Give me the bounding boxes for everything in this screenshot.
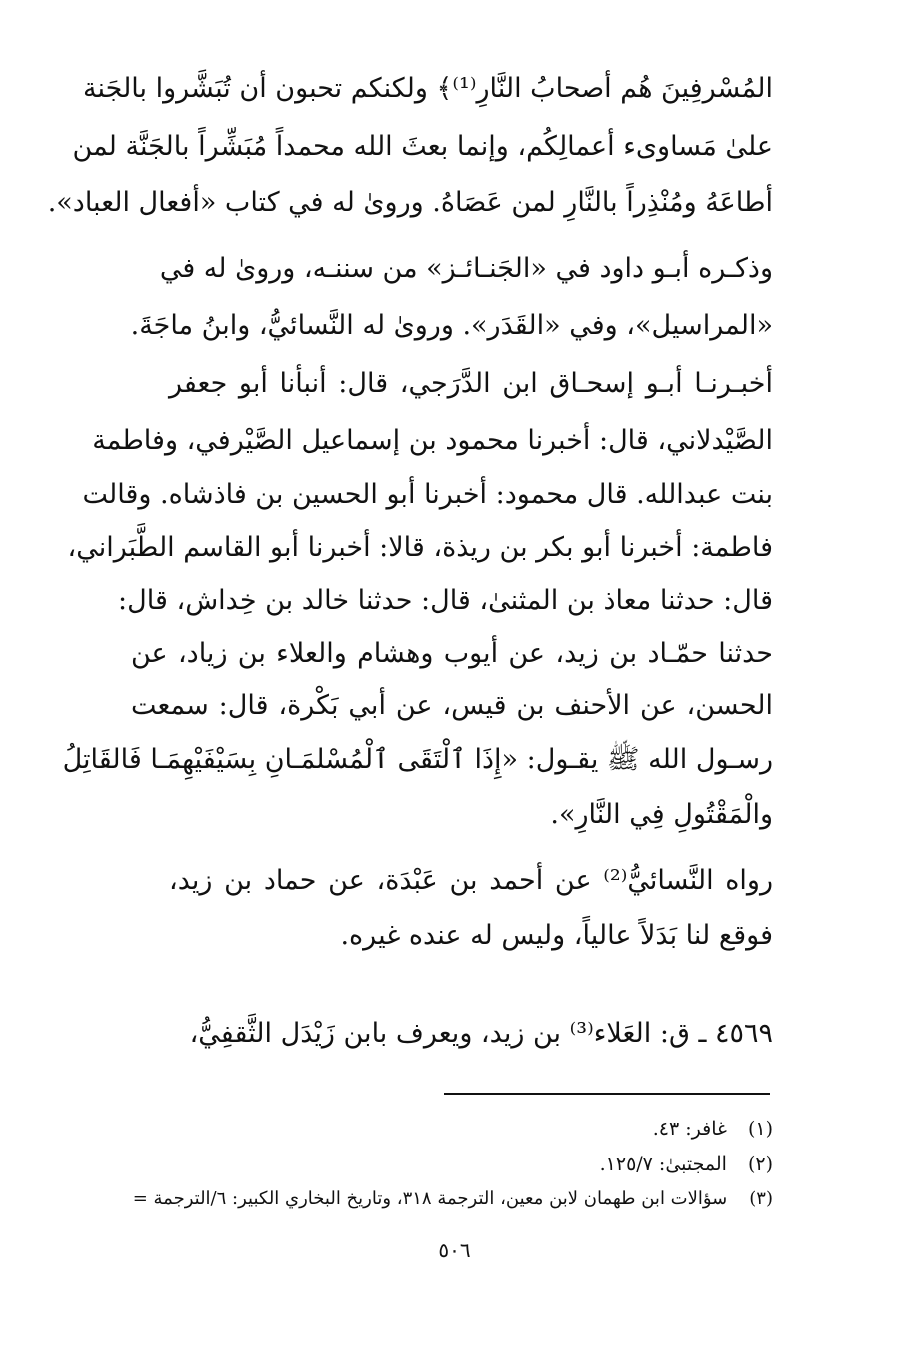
text-line: رواه النَّسائيُّ⁽²⁾ عن أحمد بن عَبْدَة، عن حماد بن زيد، — [169, 865, 773, 896]
text-line: فوقع لنا بَدَلاً عالياً، وليس له عنده غيره. — [340, 920, 773, 951]
text-line: «المراسيل»، وفي «القَدَر». وروىٰ له النَّسائيُّ، وابنُ ماجَةَ. — [130, 310, 773, 341]
text-line: بنت عبدالله. قال محمود: أخبرنا أبو الحسين بن فاذشاه. وقالت — [82, 479, 773, 510]
text-line: المُسْرفِينَ هُم أصحابُ النَّارِ⁽¹⁾﴾ ولكنكم تحبون أن تُبَشَّروا بالجَنة — [83, 73, 773, 104]
footnote — [73, 1182, 773, 1216]
text-line: وذكـره أبـو داود في «الجَنـائـز» من سننـه، وروىٰ له في — [159, 253, 773, 284]
footnote-number: (٢) — [747, 1153, 773, 1175]
entry-heading: ٤٥٦٩ ـ ق: العَلاء⁽³⁾ بن زيد، ويعرف بابن زَيْدَل الثَّقفِيُّ، — [189, 1018, 773, 1049]
footnote-number: (٣) — [749, 1188, 773, 1209]
text-line: أطاعَهُ ومُنْذِراً بالنَّارِ لمن عَصَاهُ. وروىٰ له في كتاب «أفعال العباد». — [47, 187, 773, 218]
text-line: الصَّيْدلاني، قال: أخبرنا محمود بن إسماعيل الصَّيْرفي، وفاطمة — [92, 425, 773, 456]
footnote-separator — [444, 1093, 770, 1095]
footnote — [73, 1112, 773, 1146]
text-line: حدثنا حمّـاد بن زيد، عن أيوب وهشام والعلاء بن زياد، عن — [131, 638, 773, 669]
footnote-text: سؤالات ابن طهمان لابن معين، الترجمة ٣١٨، وتاريخ البخاري الكبير: ٦/الترجمة = — [132, 1188, 728, 1209]
footnote-number: (١) — [747, 1118, 773, 1140]
text-line: علىٰ مَساوىء أعمالِكُم، وإنما بعثَ الله محمداً مُبَشِّراً بالجَنَّة لمن — [72, 131, 773, 162]
footnote-text: غافر: ٤٣. — [652, 1118, 727, 1140]
page-number: ٥٠٦ — [438, 1238, 471, 1262]
text-line: أخبـرنـا أبـو إسحـاق ابن الدَّرَجي، قال: أنبأنا أبو جعفر — [169, 368, 773, 399]
text-line: فاطمة: أخبرنا أبو بكر بن ريذة، قالا: أخبرنا أبو القاسم الطَّبَراني، — [67, 532, 773, 563]
hadith-line: والْمَقْتُولِ فِي النَّارِ». — [550, 799, 773, 830]
text-line: قال: حدثنا معاذ بن المثنىٰ، قال: حدثنا خالد بن خِداش، قال: — [118, 585, 773, 616]
text-line: الحسن، عن الأحنف بن قيس، عن أبي بَكْرة، قال: سمعت — [131, 690, 773, 721]
footnote-text: المجتبىٰ: ١٢٥/٧. — [599, 1153, 727, 1175]
hadith-line: رسـول الله ﷺ يقـول: «إِذَا ٱلْتَقَى ٱلْمُسْلمَـانِ بِسَيْفَيْهِمَـا فَالقَاتِلُ — [62, 744, 773, 775]
footnote — [73, 1147, 773, 1181]
